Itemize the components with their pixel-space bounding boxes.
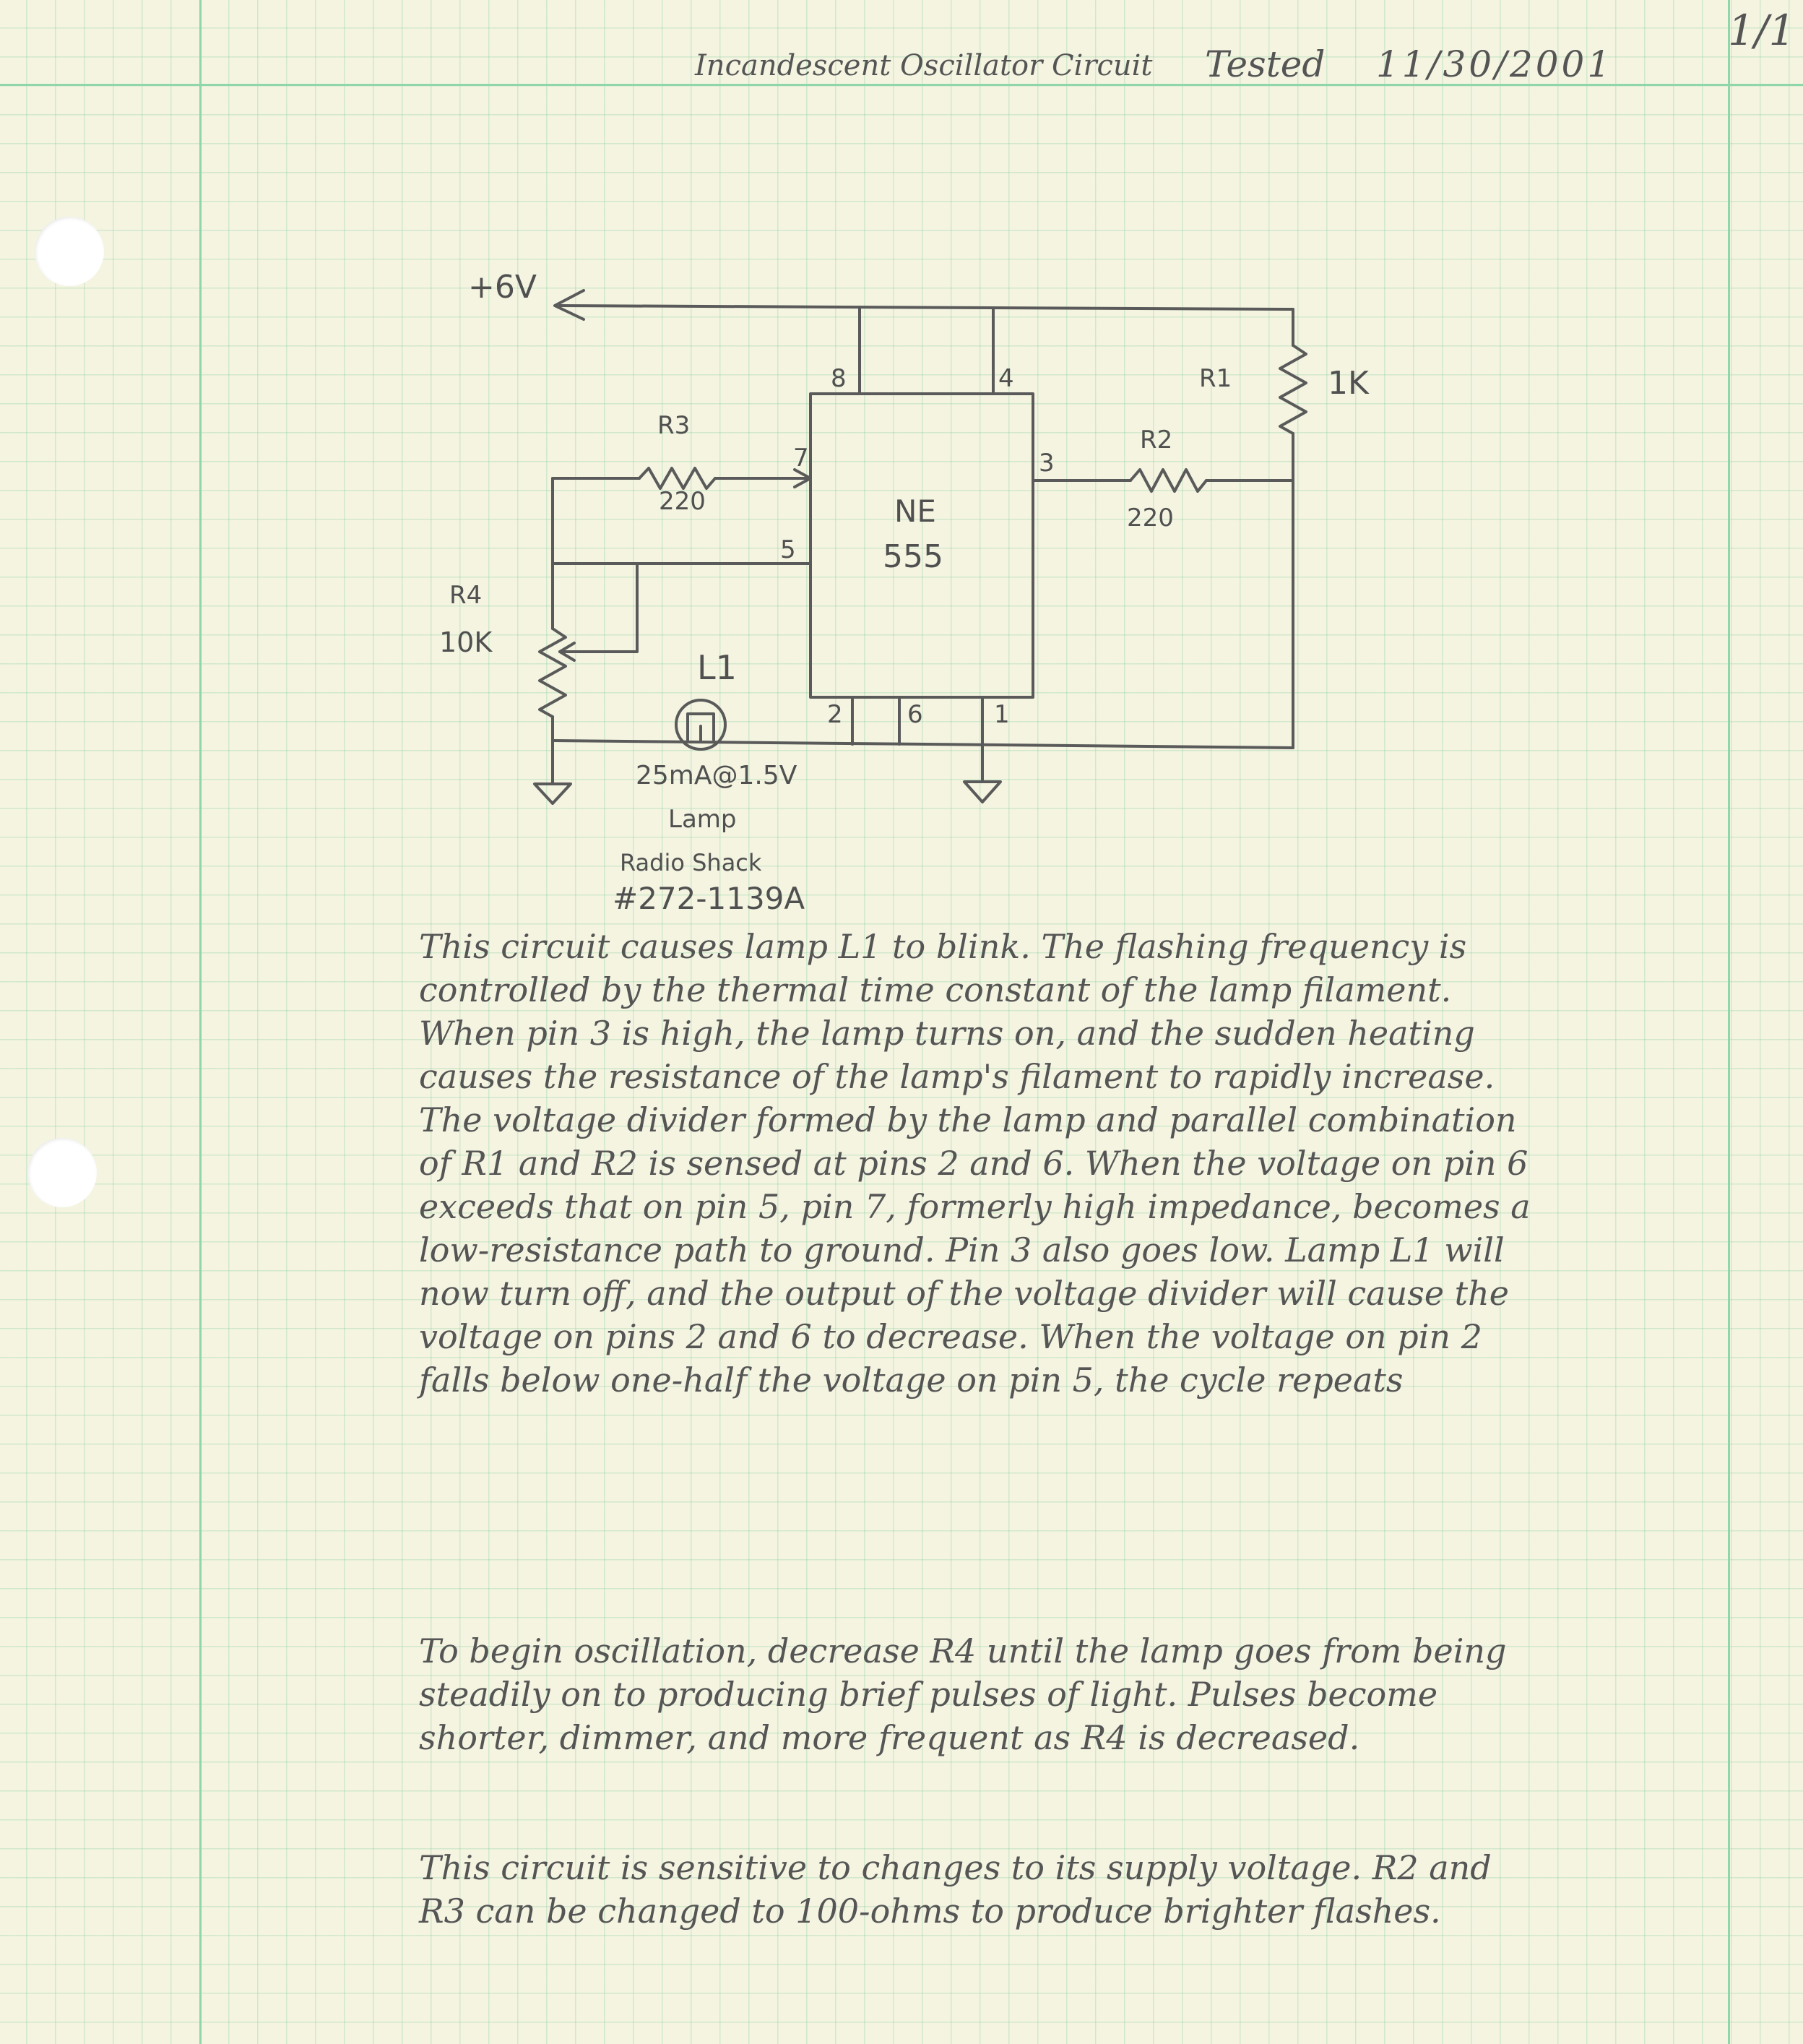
r4-wiper-wire: [560, 564, 637, 652]
pin-1-label: 1: [994, 700, 1010, 729]
pin-3-label: 3: [1039, 449, 1055, 478]
lamp-rating: 25mA@1.5V: [636, 761, 797, 790]
ground-symbol-left: [535, 784, 571, 803]
r3-value: 220: [659, 487, 706, 516]
description-paragraph-3: This circuit is sensitive to changes to its supply voltage. R2 and R3 can be changed to 100-ohms to produce brighter flashes.: [419, 1848, 1492, 1931]
r1-label: R1: [1199, 364, 1232, 393]
r2-resistor: [1130, 470, 1206, 491]
pin-5-label: 5: [780, 535, 796, 564]
ic-label-line1: NE: [894, 493, 936, 529]
r2-label: R2: [1140, 426, 1173, 454]
page-number: 1/1: [1728, 6, 1796, 55]
pin-8-label: 8: [831, 364, 847, 393]
r4-value: 10K: [439, 626, 493, 658]
lamp-part-number: #272-1139A: [613, 881, 805, 916]
pin-2-label: 2: [827, 700, 843, 729]
r4-label: R4: [449, 581, 483, 610]
circuit-schematic: [0, 0, 1803, 939]
r1-value: 1K: [1328, 365, 1369, 402]
r4-resistor: [540, 629, 566, 717]
pin-7-label: 7: [793, 444, 809, 473]
lamp-label: L1: [697, 648, 737, 687]
supply-rail-wire: [560, 306, 1293, 309]
pin-4-label: 4: [998, 364, 1014, 393]
r3-label: R3: [657, 411, 691, 440]
page-title: Incandescent Oscillator Circuit: [695, 49, 1153, 82]
description-paragraph-2: To begin oscillation, decrease R4 until the lamp goes from being steadily on to producing brief pulses of light. Pulses become shorter, dimmer, and more frequent as R4 is decreased.: [419, 1631, 1507, 1757]
binder-hole-bottom: [27, 1138, 97, 1207]
pin-6-label: 6: [907, 700, 923, 729]
ic-label-line2: 555: [883, 538, 943, 575]
supply-label: +6V: [468, 269, 537, 306]
lamp-source: Radio Shack: [620, 849, 762, 876]
r3-resistor: [639, 468, 715, 488]
description-paragraph-1: This circuit causes lamp L1 to blink. The flashing frequency is controlled by the thermal time constant of the lamp filament. When pin 3 is high, the lamp turns on, and the sudden heating causes the resistance of the lamp's filament to rapidly increase. The voltage divider formed by the lamp and parallel combination of R1 and R2 is sensed at pins 2 and 6. When the voltage on pin 6 exceeds that on pin 5, pin 7, formerly high impedance, becomes a low-resistance path to ground. Pin 3 also goes low. Lamp L1 will now turn off, and the output of the voltage divider will cause the voltage on pins 2 and 6 to decrease. When the voltage on pin 2 falls below one-half the voltage on pin 5, the cycle repeats: [419, 927, 1531, 1400]
r1-resistor: [1280, 345, 1306, 434]
lamp-word: Lamp: [668, 805, 737, 834]
ground-symbol-right: [964, 782, 1000, 802]
test-status: Tested: [1205, 43, 1326, 85]
r2-value: 220: [1127, 504, 1174, 532]
bottom-wire: [553, 741, 1293, 748]
test-date: 11/30/2001: [1376, 43, 1614, 85]
